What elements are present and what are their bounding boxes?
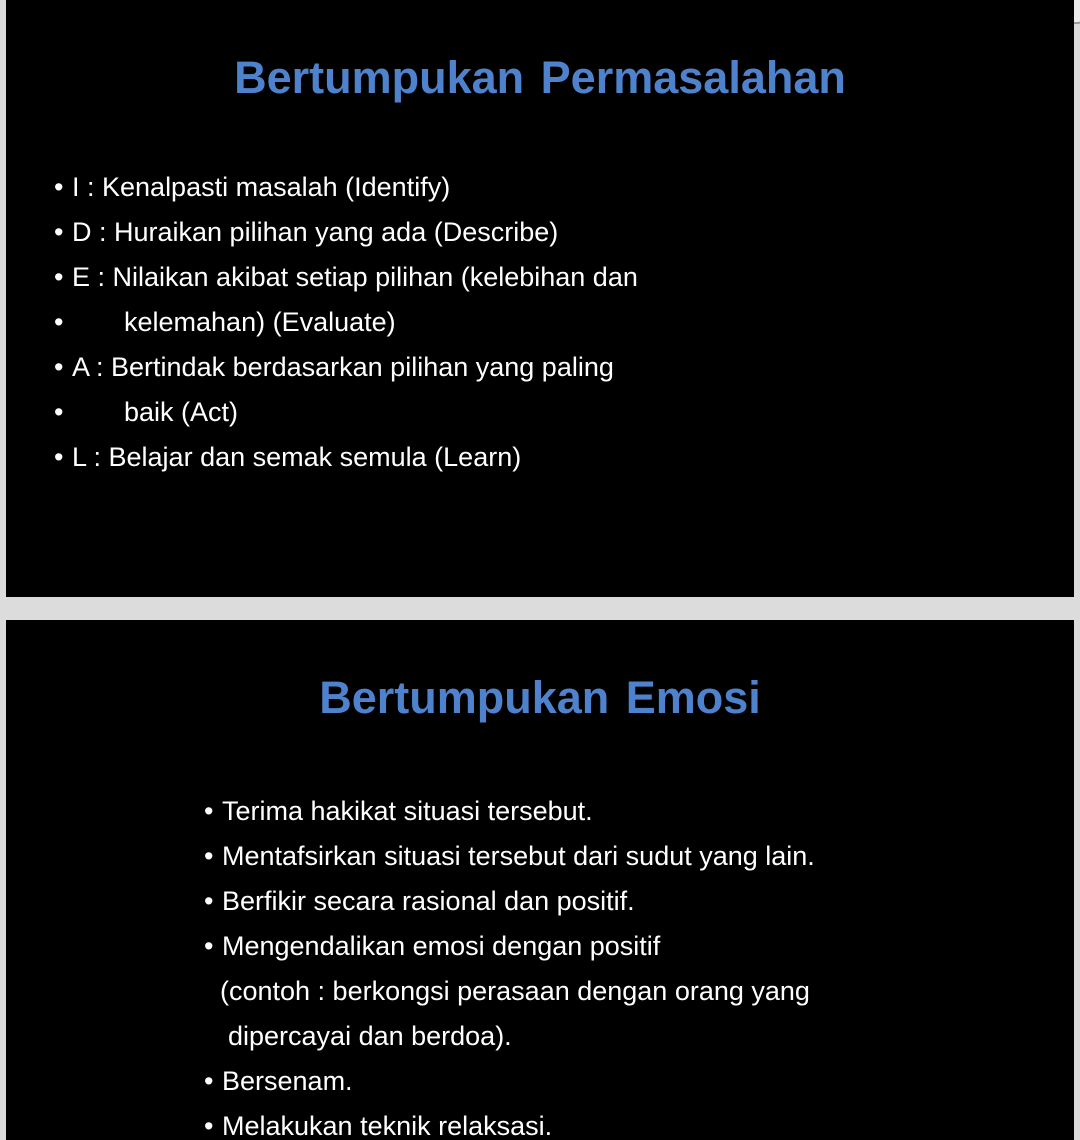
bullet-point: • — [54, 172, 64, 202]
list-item — [204, 1060, 815, 1105]
list-item-text: baik (Act) — [124, 397, 239, 427]
bullet-point: • — [54, 397, 64, 427]
bullet-point: • — [204, 841, 214, 871]
list-item-text: D : Huraikan pilihan yang ada (Describe) — [72, 217, 559, 247]
bullet-point: • — [54, 307, 64, 337]
slide-problem-focused — [6, 0, 1074, 597]
bullet-list — [54, 166, 638, 481]
bullet-point: • — [204, 886, 214, 916]
list-item — [54, 436, 638, 481]
list-item-text: kelemahan) (Evaluate) — [124, 307, 396, 337]
slide-title: Bertumpukan Permasalahan — [234, 52, 846, 103]
list-item-text: L : Belajar dan semak semula (Learn) — [72, 442, 522, 472]
bullet-point: • — [54, 217, 64, 247]
list-item-text: Bersenam. — [222, 1066, 353, 1096]
bullet-point: • — [54, 262, 64, 292]
list-item-text: Terima hakikat situasi tersebut. — [222, 796, 593, 826]
list-item — [54, 256, 638, 301]
list-item — [204, 1015, 815, 1060]
list-item-text: Mentafsirkan situasi tersebut dari sudut yang lain. — [222, 841, 815, 871]
bullet-point: • — [204, 931, 214, 961]
list-item — [204, 880, 815, 925]
bullet-point: • — [54, 442, 64, 472]
list-item — [54, 211, 638, 256]
list-item-text: (contoh : berkongsi perasaan dengan orang yang — [220, 976, 810, 1006]
list-item-text: Berfikir secara rasional dan positif. — [222, 886, 635, 916]
slide-title: Bertumpukan Emosi — [319, 672, 761, 723]
list-item-text: dipercayai dan berdoa). — [228, 1021, 512, 1051]
list-item — [204, 1105, 815, 1140]
list-item-text: I : Kenalpasti masalah (Identify) — [72, 172, 451, 202]
list-item — [204, 970, 815, 1015]
list-item — [204, 790, 815, 835]
list-item — [54, 346, 638, 391]
bullet-point: • — [54, 352, 64, 382]
list-item — [54, 391, 638, 436]
list-item — [204, 925, 815, 970]
list-item — [204, 835, 815, 880]
list-item-text: Mengendalikan emosi dengan positif — [222, 931, 661, 961]
list-item-text: Melakukan teknik relaksasi. — [222, 1111, 553, 1140]
list-item — [54, 166, 638, 211]
bullet-list — [204, 790, 815, 1140]
bullet-point: • — [204, 796, 214, 826]
list-item-text: E : Nilaikan akibat setiap pilihan (kelebihan dan — [72, 262, 638, 292]
bullet-point: • — [204, 1066, 214, 1096]
list-item-text: A : Bertindak berdasarkan pilihan yang paling — [72, 352, 614, 382]
bullet-point: • — [204, 1111, 214, 1140]
slide-emotion-focused — [6, 620, 1074, 1140]
list-item — [54, 301, 638, 346]
